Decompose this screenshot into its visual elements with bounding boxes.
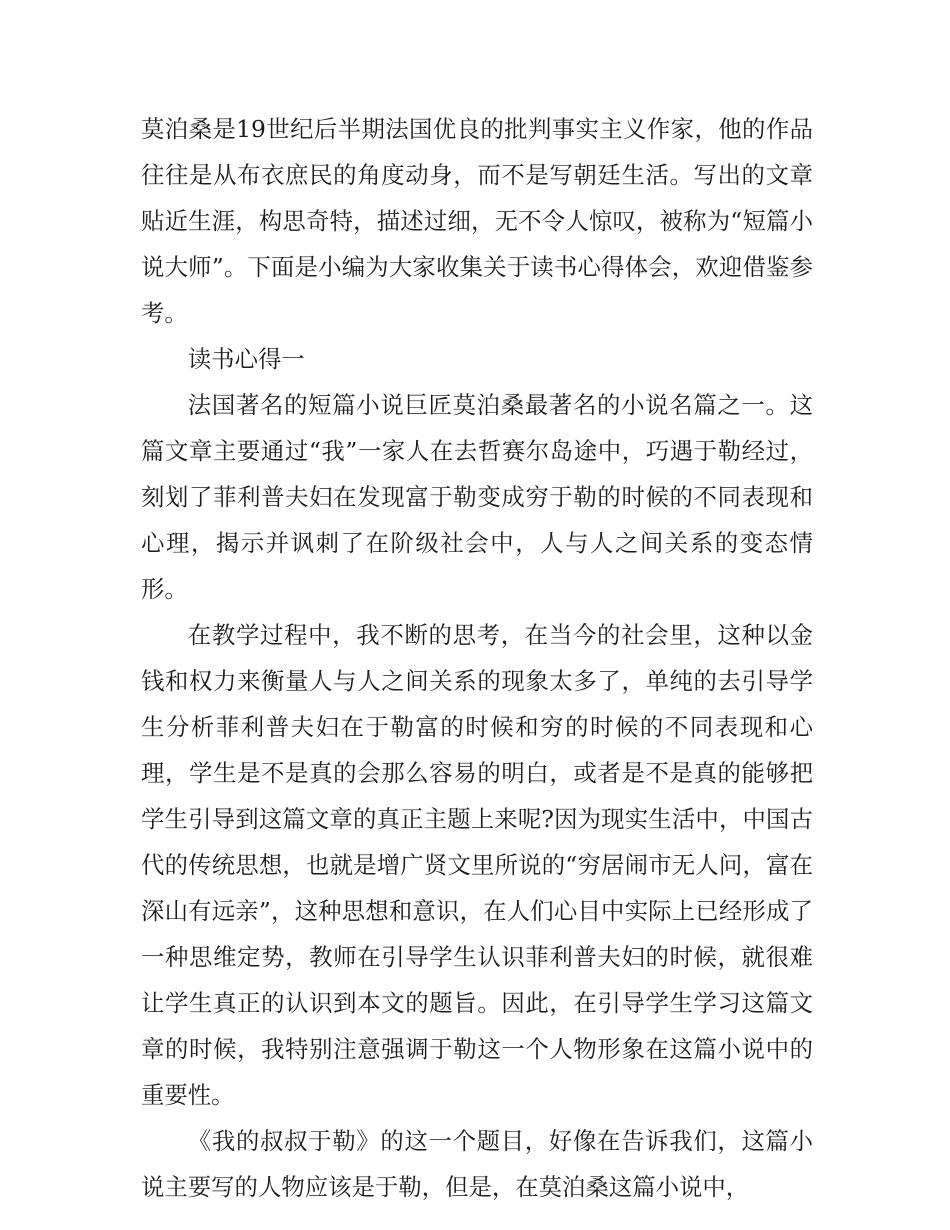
section-heading: 读书心得一 [187,345,305,373]
body-paragraph-2: 在教学过程中，我不断的思考，在当今的社会里，这种以金钱和权力来衡量人与人之间关系的现象太多了，单纯的去引导学生分析菲利普夫妇在于勒富的时候和穷的时候的不同表现和心理，学生是不是真的会那么容易的明白，或者是不是真的能够把学生引导到这篇文章的真正主题上来呢?因为现实生活中，中国古代的传统思想，也就是增广贤文里所说的“穷居闹市无人问，富在深山有远亲”，这种思想和意识，在人们心目中实际上已经形成了一种思维定势，教师在引导学生认识菲利普夫妇的时候，就很难让学生真正的认识到本文的题旨。因此，在引导学生学习这篇文章的时候，我特别注意强调于勒这一个人物形象在这篇小说中的重要性。 [141,621,813,1109]
document-body [141,106,813,1210]
intro-paragraph: 莫泊桑是19世纪后半期法国优良的批判事实主义作家，他的作品往往是从布衣庶民的角度动身，而不是写朝廷生活。写出的文章贴近生涯，构思奇特，描述过细，无不令人惊叹，被称为“短篇小说大师”。下面是小编为大家收集关于读书心得体会，欢迎借鉴参考。 [141,115,813,327]
body-paragraph-3: 《我的叔叔于勒》的这一个题目，好像在告诉我们，这篇小说主要写的人物应该是于勒，但是，在莫泊桑这篇小说中， [141,1127,813,1201]
body-paragraph-1: 法国著名的短篇小说巨匠莫泊桑最著名的小说名篇之一。这篇文章主要通过“我”一家人在去哲赛尔岛途中，巧遇于勒经过，刻划了菲利普夫妇在发现富于勒变成穷于勒的时候的不同表现和心理，揭示并讽刺了在阶级社会中，人与人之间关系的变态情形。 [141,391,813,603]
